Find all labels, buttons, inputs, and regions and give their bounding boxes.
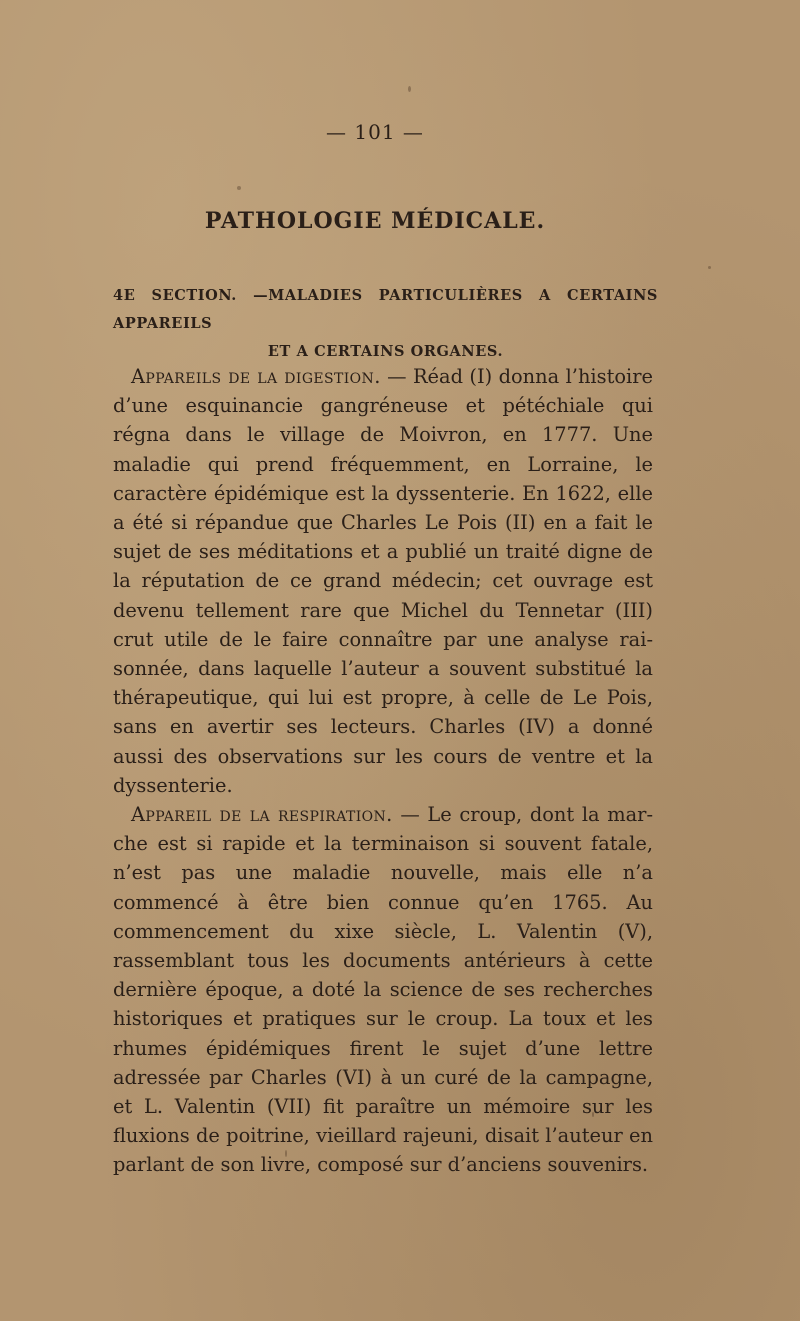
paragraph-digestion xyxy=(113,362,653,800)
body-text xyxy=(113,362,653,1180)
chapter-title: PATHOLOGIE MÉDICALE. xyxy=(204,208,546,234)
section-heading-line-2: ET A CERTAINS ORGANES. xyxy=(267,343,504,360)
paragraph-text: — Réad (I) donna l’histoire d’une esquinancie gangréneuse et pétéchiale qui régna dans le village de Moivron, en 1777. Une maladie qui prend fréquemment, en Lorraine, le caractère épidémique est la dyssenterie. En 1622, elle a été si répandue que Charles Le Pois (II) en a fait le sujet de ses méditations et a publié un traité digne de la réputation de ce grand médecin; cet ouvrage est devenu tellement rare que Michel du Tennetar (III) crut utile de le faire connaître par une analyse raisonnée, dans laquelle l’auteur a souvent substitué la thérapeutique, qui lui est propre, à celle de Le Pois, sans en avertir ses lecteurs. Charles (IV) a donné aussi des observations sur les cours de ventre et la dyssenterie. xyxy=(113,365,653,797)
paragraph-respiration xyxy=(113,800,653,1180)
paper-speck xyxy=(708,266,711,269)
paragraph-text: — Le croup, dont la marche est si rapide et la terminaison si souvent fatale, n’est pas une maladie nouvelle, mais elle n’a commencé à être bien connue qu’en 1765. Au commencement du xixe siècle, L. Valentin (V), rassemblant tous les documents antérieurs à cette dernière époque, a doté la science de ses recherches historiques et pratiques sur le croup. La toux et les rhumes épidémiques firent le sujet d’une lettre adressée par Charles (VI) à un curé de la campagne, et L. Valentin (VII) fit paraître un mémoire sur les fluxions de poitrine, vieillard rajeuni, disait l’auteur en parlant de son livre, composé sur d’anciens souvenirs. xyxy=(113,803,653,1177)
page-number: — 101 — xyxy=(326,120,424,144)
paper-speck xyxy=(237,186,241,190)
paper-speck xyxy=(408,86,411,92)
section-heading xyxy=(113,282,658,366)
paragraph-lead: Appareil de la respiration. xyxy=(131,803,393,827)
paragraph-lead: Appareils de la digestion. xyxy=(131,365,381,388)
section-heading-line-1: 4E SECTION. —MALADIES PARTICULIÈRES A CERTAINS APPAREILS xyxy=(113,287,658,332)
